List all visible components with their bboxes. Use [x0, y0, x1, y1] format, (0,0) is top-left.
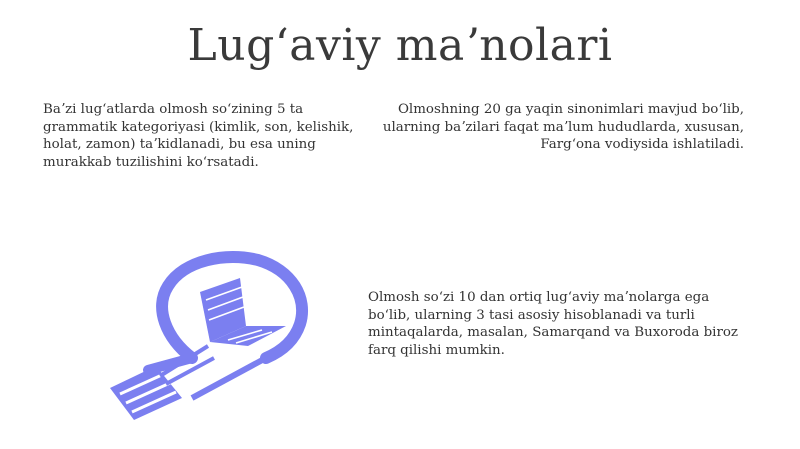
text-block-grammar: Baʼzi lugʻatlarda olmosh soʻzining 5 ta grammatik kategoriyasi (kimlik, son, kelishik, holat, zamon) taʼkidlanadi, bu esa uning murakkab tuzilishini koʻrsatadi.	[43, 102, 354, 170]
text-block-synonyms: Olmoshning 20 ga yaqin sinonimlari mavjud boʻlib, ularning baʼzilari faqat maʼlum hududlarda, xususan, Fargʻona vodiysida ishlatiladi.	[382, 102, 744, 153]
lightbulb-book-icon	[96, 248, 316, 428]
text-block-meanings: Olmosh soʻzi 10 dan ortiq lugʻaviy maʼnolarga ega boʻlib, ularning 3 tasi asosiy hisoblanadi va turli mintaqalarda, masalan, Samarqand va Buxoroda biroz farq qilishi mumkin.	[368, 290, 738, 358]
slide-title: Lugʻaviy maʼnolari	[187, 20, 613, 71]
